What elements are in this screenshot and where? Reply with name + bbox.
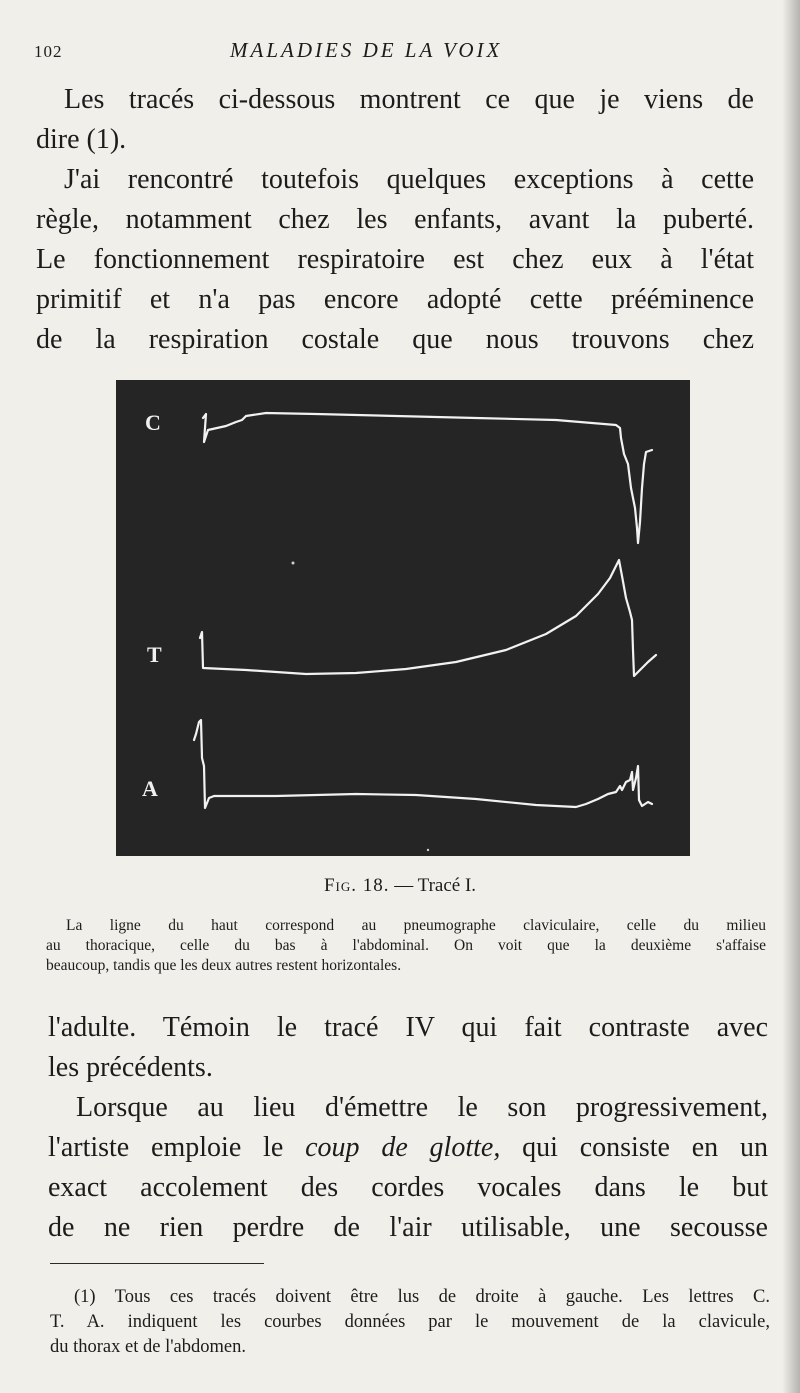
legend-line: La ligne du haut correspond au pneumographe claviculaire, celle du milieu — [66, 917, 766, 934]
text-fragment: l'artiste emploie le — [48, 1132, 306, 1163]
text-line: de ne rien perdre de l'air utilisable, une secousse — [48, 1212, 768, 1243]
trace-label-t: T — [147, 642, 162, 667]
text-line: primitif et n'a pas encore adopté cette prééminence — [36, 284, 754, 315]
footnote-line: T. A. indiquent les courbes données par le mouvement de la clavicule, — [50, 1312, 770, 1332]
page-edge-shadow — [782, 0, 800, 1393]
abdominal-trace-line — [194, 720, 652, 808]
trace-label-c: C — [145, 410, 161, 435]
figure-caption — [0, 875, 800, 897]
text-line: Le fonctionnement respiratoire est chez eux à l'état — [36, 244, 754, 275]
legend-line: beaucoup, tandis que les deux autres restent horizontales. — [46, 957, 402, 974]
clavicular-trace-line — [203, 413, 652, 543]
text-line: dire (1). — [36, 124, 127, 155]
text-line: Les tracés ci-dessous montrent ce que je viens de — [64, 84, 754, 115]
figure-title: — Tracé I. — [389, 875, 477, 896]
pneumograph-traces — [116, 380, 690, 856]
text-line: règle, notamment chez les enfants, avant la puberté. — [36, 204, 754, 235]
trace-label-a: A — [142, 776, 158, 801]
page-number: 102 — [34, 42, 63, 61]
text-line-with-italic — [48, 1128, 768, 1168]
figure-number: Fig. 18. — [323, 875, 390, 896]
thoracic-trace-line — [200, 560, 656, 676]
body-text-bottom — [48, 1008, 768, 1248]
footnote — [50, 1285, 770, 1360]
text-line: Lorsque au lieu d'émettre le son progressivement, — [76, 1092, 768, 1123]
italic-term-coup-de-glotte: coup de glotte, — [305, 1132, 501, 1163]
running-title: MALADIES DE LA VOIX — [230, 38, 503, 62]
page-header — [0, 38, 800, 64]
body-text-top — [36, 80, 754, 360]
text-fragment: qui consiste en un — [500, 1132, 768, 1163]
text-line: l'adulte. Témoin le tracé IV qui fait contraste avec — [48, 1012, 768, 1043]
pneumograph-figure — [116, 380, 690, 856]
text-line: exact accolement des cordes vocales dans le but — [48, 1172, 768, 1203]
figure-legend — [46, 916, 766, 976]
legend-line: au thoracique, celle du bas à l'abdominal. On voit que la deuxième s'affaise — [46, 937, 766, 954]
footnote-separator — [50, 1263, 264, 1264]
text-line: les précédents. — [48, 1052, 213, 1083]
text-line: de la respiration costale que nous trouvons chez — [36, 324, 754, 355]
footnote-line: (1) Tous ces tracés doivent être lus de droite à gauche. Les lettres C. — [74, 1287, 770, 1307]
footnote-line: du thorax et de l'abdomen. — [50, 1337, 246, 1357]
text-line: J'ai rencontré toutefois quelques exceptions à cette — [64, 164, 754, 195]
